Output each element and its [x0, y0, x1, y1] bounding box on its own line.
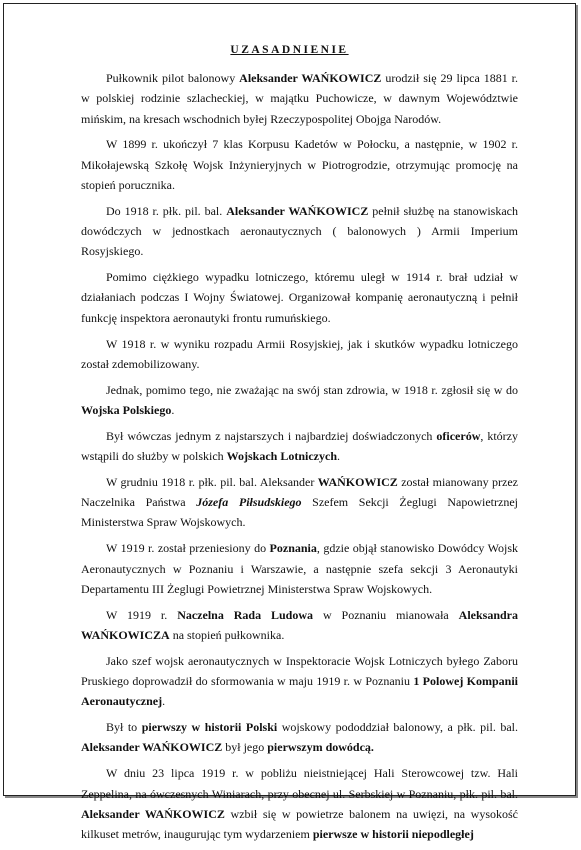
document-title: UZASADNIENIE [230, 44, 349, 56]
paragraph-service [81, 201, 518, 262]
text-run: , którzy wstąpili do służby w polskich [81, 428, 519, 464]
paragraph-birth [81, 68, 518, 129]
bold-name: WAŃKOWICZ [317, 474, 398, 489]
paragraph-poznan [81, 538, 518, 599]
text-run: był jego [222, 740, 268, 755]
text-run: , gdzie objął stanowisko Dowódcy Wojsk Aeronautycznych w Poznaniu i Warszawie, a następnie szefa sekcji 3 Aeronautyki Departamentu III Żeglugi Powietrznej Ministerstwa Spraw Wojskowych. [81, 541, 519, 596]
document-page [3, 3, 576, 842]
bold-term: pierwszy w historii Polski [141, 720, 278, 735]
text-run: W 1919 r. został przeniesiony do [106, 541, 270, 556]
bold-name: Aleksandra WAŃKOWICZA [81, 607, 518, 642]
bold-term: pierwsze w historii niepodległej [312, 827, 474, 842]
paragraph-demobilized: W 1918 r. w wyniku rozpadu Armii Rosyjskiej, jak i skutków wypadku lotniczego został zdemobilizowany. [81, 336, 518, 371]
bold-term: 1 Polowej Kompanii Aeronautycznej [81, 674, 519, 709]
text-run: Był wówczas jednym z najstarszych i najbardziej doświadczonych [106, 428, 437, 443]
text-run: Był to [106, 720, 142, 735]
paragraph-promotion [81, 605, 518, 646]
text-run: W dniu 23 lipca 1919 r. w pobliżu nieistniejącej Hali Sterowcowej tzw. Hali Zeppelina, na ówczesnych Winiarach, przy obecnej ul. Serbskiej w Poznaniu, płk. pil. bal. [81, 766, 518, 801]
bold-term: Wojskach Lotniczych [226, 449, 338, 464]
paragraph-officers [81, 426, 518, 467]
bold-italic-name: Józefa Piłsudskiego [196, 495, 302, 510]
bold-name: Aleksander WAŃKOWICZ [81, 740, 223, 755]
bold-name: Aleksander WAŃKOWICZ [226, 203, 369, 218]
paragraph-polish-army [81, 380, 518, 421]
text-run: Pułkownik pilot balonowy [106, 71, 240, 85]
paragraph-accident: Pomimo ciężkiego wypadku lotniczego, któremu uległ w 1914 r. brał udział w działaniach podczas I Wojny Światowej. Organizował kompanię aeronautyczną i pełnił funkcję inspektora aeronautyki frontu rumuńskiego. [81, 270, 518, 325]
text-run: Jako szef wojsk aeronautycznych w Inspektoracie Wojsk Lotniczych byłego Zaboru Pruskiego doprowadził do sformowania w maju 1919 r. w Poznaniu [81, 653, 518, 689]
paragraph-company [81, 651, 518, 712]
text-run: Do 1918 r. płk. pil. bal. [106, 203, 227, 218]
bold-term: Poznania [269, 541, 317, 556]
text-run: . [171, 402, 175, 417]
text-run: wojskowy pododdział balonowy, a płk. pil. bal. [277, 720, 518, 735]
text-run: . [162, 694, 166, 709]
bold-name: Aleksander WAŃKOWICZ [81, 806, 225, 821]
paragraph-appointment [81, 472, 518, 533]
text-run: W grudniu 1918 r. płk. pil. bal. Aleksander [106, 474, 318, 489]
paragraph-balloon-flight [81, 763, 518, 844]
document-body [81, 68, 518, 850]
paragraph-first-unit [81, 717, 518, 758]
text-run: . [337, 449, 341, 464]
text-run: Szefem Sekcji Żeglugi Napowietrznej Ministerstwa Spraw Wojskowych. [81, 495, 518, 530]
bold-term: Wojska Polskiego [81, 402, 172, 417]
bold-term: oficerów [436, 428, 481, 443]
bold-term: pierwszym dowódcą. [267, 740, 374, 755]
text-run: Jednak, pomimo tego, nie zważając na swój stan zdrowia, w 1918 r. zgłosił się w do [106, 382, 518, 397]
text-run: został mianowany przez Naczelnika Państwa [81, 474, 519, 510]
bold-name: Aleksander WAŃKOWICZ [239, 71, 382, 85]
paragraph-education: W 1899 r. ukończył 7 klas Korpusu Kadetów w Połocku, a następnie, w 1902 r. Mikołajewską Szkołę Wojsk Inżynieryjnych w Piotrogrodzie, otrzymując promocję na stopień porucznika. [81, 137, 518, 192]
text-run: W 1919 r. [106, 607, 178, 622]
text-run: pełnił służbę na stanowiskach dowódczych w jednostkach aeronautycznych ( balonowych ) Armii Imperium Rosyjskiego. [81, 203, 518, 259]
text-run: urodził się 29 lipca 1881 r. w polskiej rodzinie szlacheckiej, w majątku Puchowicze, w dawnym Województwie mińskim, na kresach wschodnich byłej Rzeczypospolitej Obojga Narodów. [81, 71, 519, 126]
text-run: w Poznaniu mianowała [313, 607, 459, 622]
text-run: na stopień pułkownika. [169, 627, 285, 642]
text-run: wzbił się w powietrze balonem na uwięzi, na wysokość kilkuset metrów, inaugurując tym wydarzeniem [81, 806, 518, 842]
bold-term: Naczelna Rada Ludowa [177, 607, 314, 622]
